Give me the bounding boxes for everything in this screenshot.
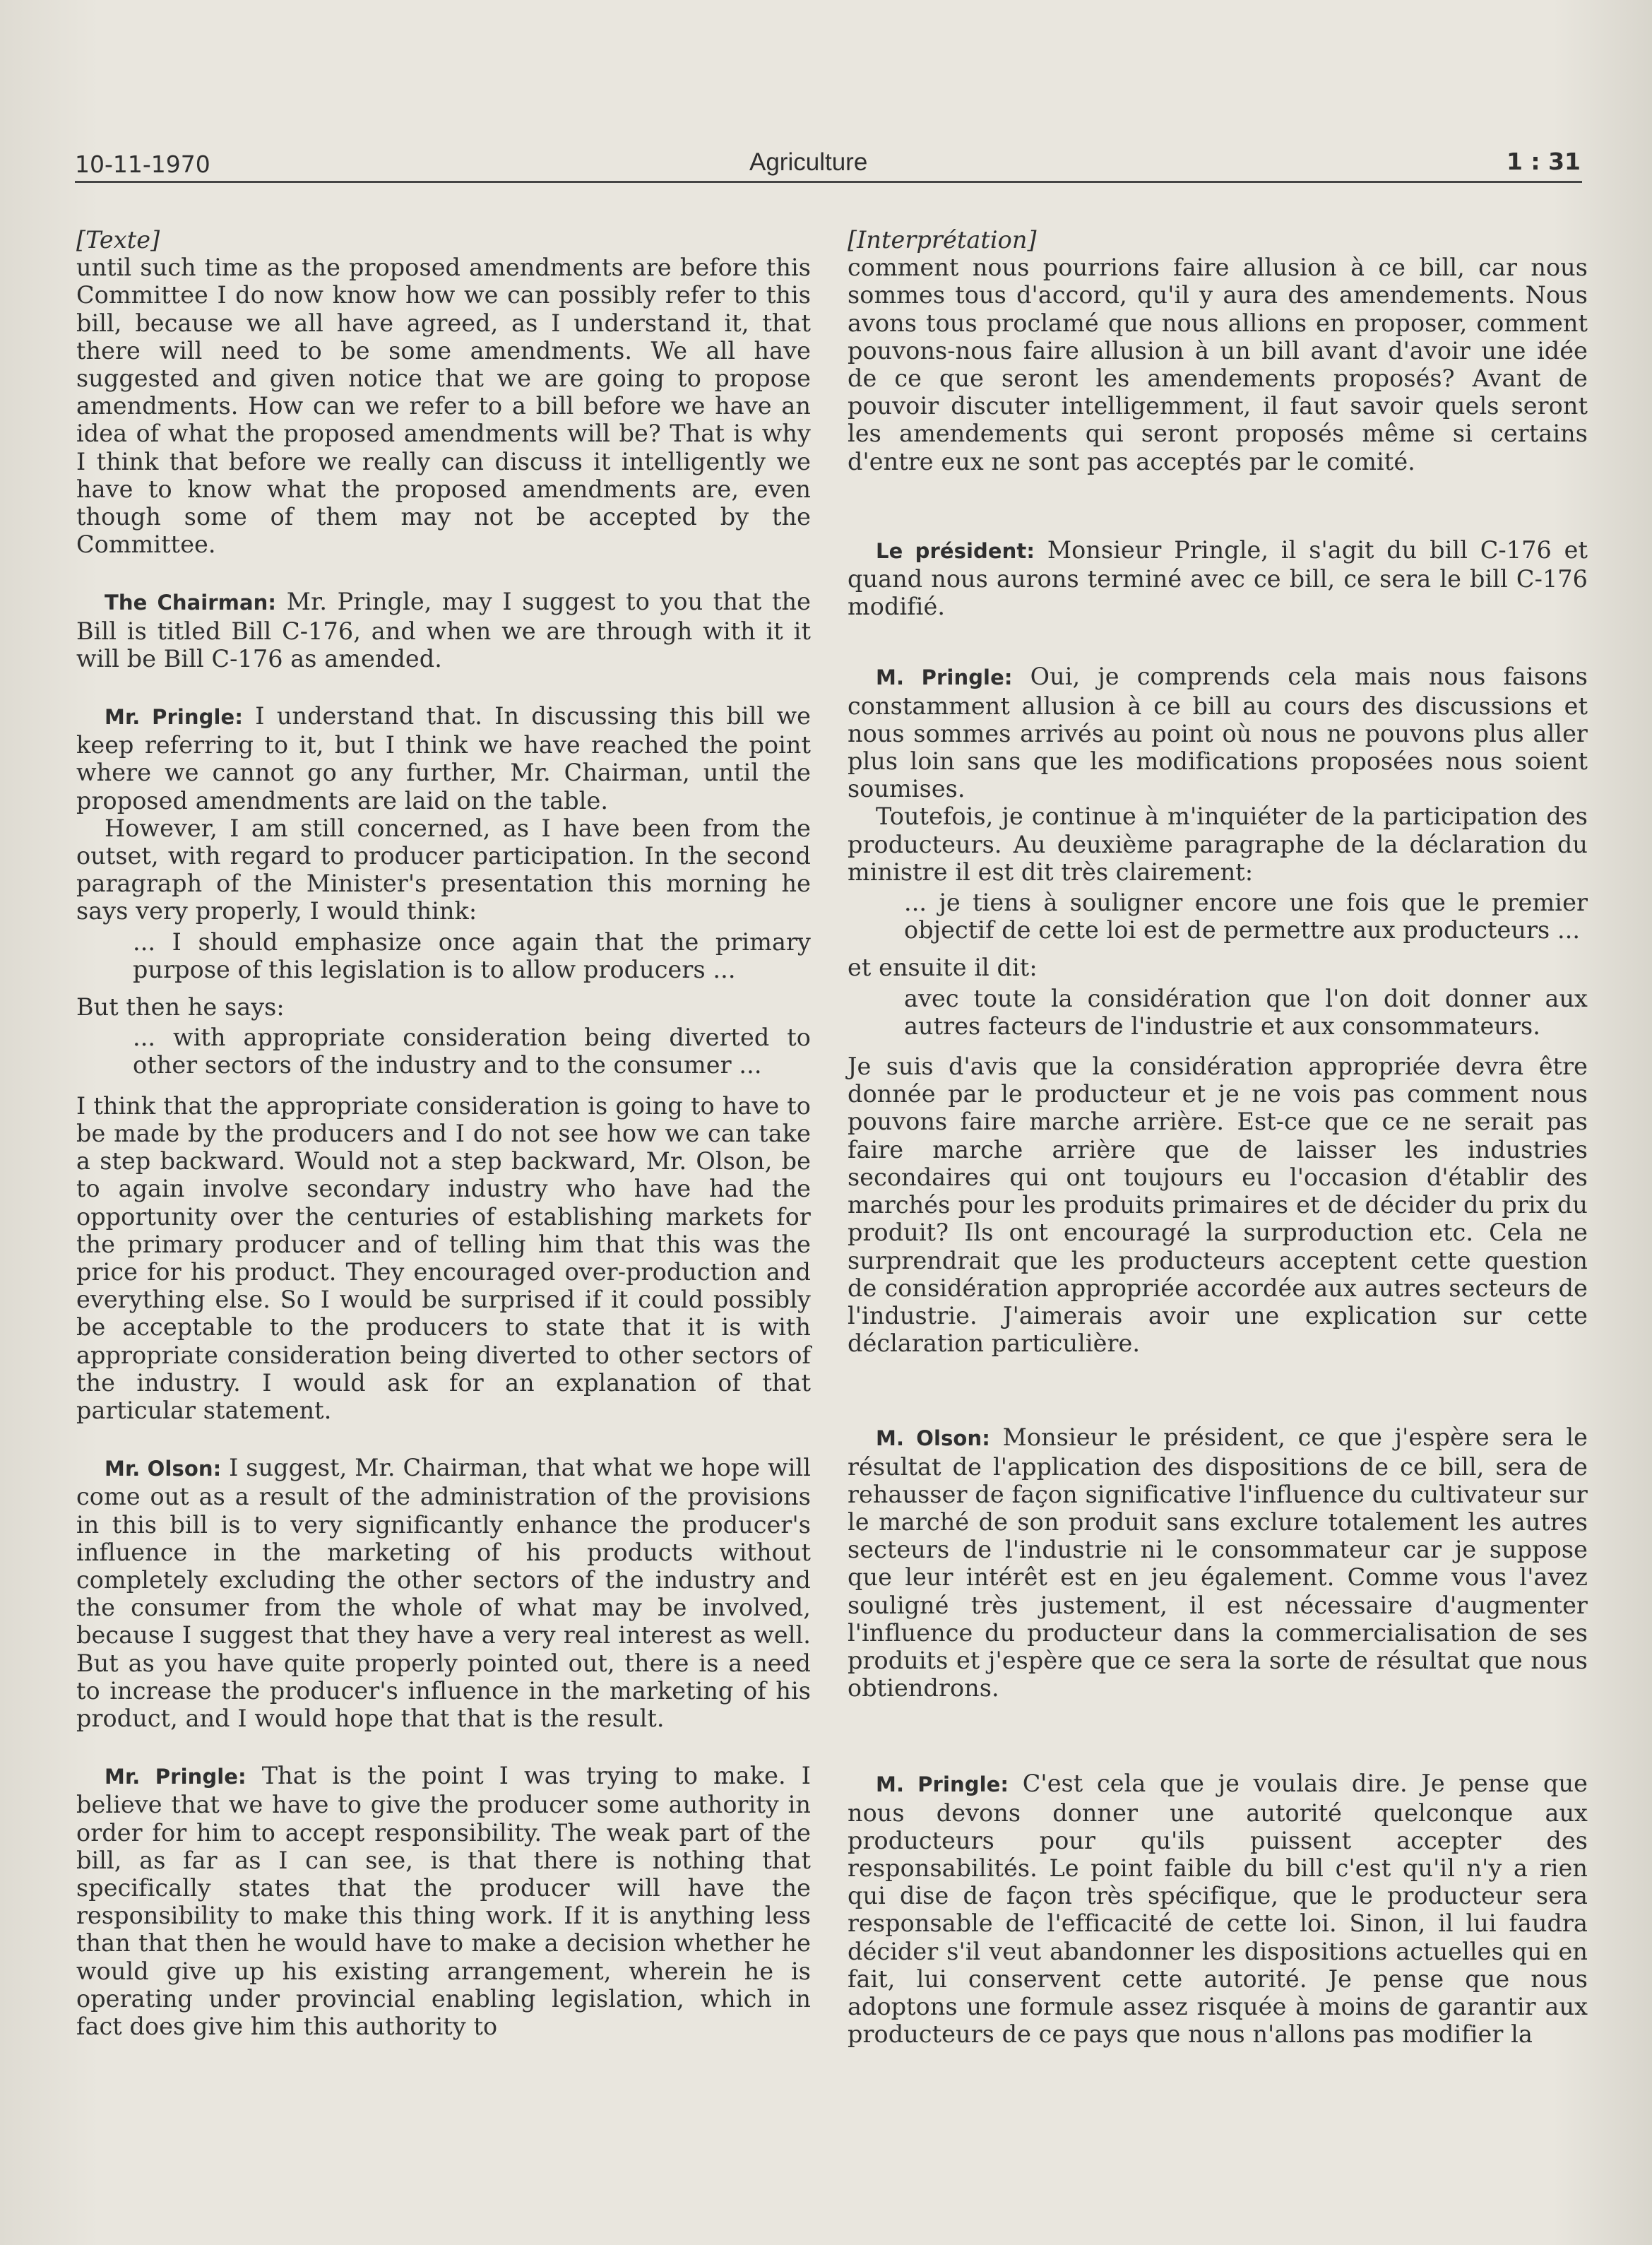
speech-text: C'est cela que je voulais dire. Je pense que nous devons donner une autorité quelconque aux producteurs pour qu'ils puissent accepter des responsabilités. Le point faible du bill c'est qu'il n'y a rien qui dise de façon très spécifique, que le producteur sera responsable de l'efficacité de cette loi. Sinon, il lui faudra décider s'il veut abandonner les dispositions actuelles qui en fait, lui conservent cette autorité. Je pense que nous adoptons une formule assez risquée à moins de garantir aux producteurs de ce pays que nous n'allons pas modifier la: [848, 1770, 1588, 2049]
french-column: [848, 226, 1588, 2048]
speaker-name: M. Olson:: [876, 1426, 990, 1451]
language-marker: [Interprétation]: [848, 226, 1037, 254]
speech-text: I understand that. In discussing this bill we keep referring to it, but I think we have reached the point where we cannot go any further, Mr. Chairman, until the proposed amendments are laid on the table.: [76, 702, 811, 815]
speech-text: Oui, je comprends cela mais nous faisons constamment allusion à ce bill au cours des discussions et nous sommes arrivés au point où nous ne pouvons plus aller plus loin sans que les modifications proposées nous soient soumises.: [848, 663, 1588, 803]
paragraph: comment nous pourrions faire allusion à ce bill, car nous sommes tous d'accord, qu'il y aura des amendements. Nous avons tous proclamé que nous allions en proposer, comment pouvons-nous faire allusion à un bill avant d'avoir une idée de ce que seront les amendements proposés? Avant de pouvoir discuter intelligemment, il faut savoir quels seront les amendements qui seront proposés même si certains d'entre eux ne sont pas acceptés par le comité.: [848, 254, 1588, 475]
speaker-name: Mr. Pringle:: [105, 705, 244, 730]
speech-chairman: [848, 536, 1588, 621]
speech-pringle: [848, 1770, 1588, 2048]
speaker-name: M. Pringle:: [876, 1772, 1009, 1797]
speech-chairman: [76, 588, 811, 673]
speech-text: Monsieur Pringle, il s'agit du bill C-176 et quand nous aurons terminé avec ce bill, ce sera le bill C-176 modifié.: [848, 535, 1588, 621]
speech-olson: [76, 1454, 811, 1732]
block-quote: ... je tiens à souligner encore une fois que le premier objectif de cette loi est de permettre aux producteurs ...: [904, 889, 1588, 944]
speaker-name: The Chairman:: [105, 591, 277, 615]
header-page-number: 1 : 31: [1506, 148, 1581, 175]
speech-text: Monsieur le président, ce que j'espère sera le résultat de l'application des dispositions de ce bill, sera de rehausser de façon significative l'influence du cultivateur sur le marché de son produit sans exclure totalement les autres secteurs de l'industrie ni le consommateur car je suppose que leur intérêt est en jeu également. Comme vous l'avez souligné très justement, il est nécessaire d'augmenter l'influence du producteur dans la commercialisation de ses produits et j'espère que ce sera la sorte de résultat que nous obtiendrons.: [848, 1423, 1588, 1702]
paragraph: However, I am still concerned, as I have been from the outset, with regard to producer participation. In the second paragraph of the Minister's presentation this morning he says very properly, I would think:: [76, 814, 811, 925]
speech-pringle: [848, 663, 1588, 802]
header-date: 10-11-1970: [75, 150, 210, 178]
header-title: Agriculture: [749, 148, 868, 176]
speech-pringle: [76, 702, 811, 815]
speaker-name: M. Pringle:: [876, 665, 1013, 690]
paragraph: et ensuite il dit:: [848, 954, 1038, 982]
paragraph: I think that the appropriate consideration is going to have to be made by the producers and I do not see how we can take a step backward. Would not a step backward, Mr. Olson, be to again involve secondary industry who have had the opportunity over the centuries of establishing markets for the primary producer and of telling him that this was the price for his product. They encouraged over-production and everything else. So I would be surprised if it could possibly be acceptable to the producers to state that it is with appropriate consideration being diverted to other sectors of the industry. I would ask for an explanation of that particular statement.: [76, 1091, 811, 1424]
page-header: [75, 138, 1582, 183]
paragraph: Je suis d'avis que la considération appropriée devra être donnée par le producteur et je ne vois pas comment nous pouvons faire marche arrière. Est-ce que ce ne serait pas faire marche arrière que de laisser les industries secondaires qui ont toujours eu l'occasion d'établir des marchés pour les produits primaires et de décider du prix du produit? Ils ont encouragé la surproduction etc. Cela ne surprendrait que les producteurs acceptent cette question de considération appropriée accordée aux autres secteurs de l'industrie. J'aimerais avoir une explication sur cette déclaration particulière.: [848, 1053, 1588, 1358]
block-quote: ... with appropriate consideration being diverted to other sectors of the industry and to the consumer ...: [133, 1024, 811, 1079]
english-column: [76, 226, 811, 2040]
paragraph: But then he says:: [76, 993, 285, 1021]
speech-text: That is the point I was trying to make. I believe that we have to give the producer some authority in order for him to accept responsibility. The weak part of the bill, as far as I can see, is that there is nothing that specifically states that the producer will have the responsibility to make this thing work. If it is anything less than that then he would have to make a decision whether he would give up his existing arrangement, wherein he is operating under provincial enabling legislation, which in fact does give him this authority to: [76, 1762, 811, 2040]
block-quote: ... I should emphasize once again that the primary purpose of this legislation is to allow producers ...: [133, 928, 811, 983]
language-marker: [Texte]: [76, 226, 160, 254]
speech-pringle: [76, 1762, 811, 2040]
speech-olson: [848, 1423, 1588, 1702]
speaker-name: Le président:: [876, 538, 1035, 563]
paragraph: Toutefois, je continue à m'inquiéter de la participation des producteurs. Au deuxième paragraphe de la déclaration du ministre il est dit très clairement:: [848, 802, 1588, 886]
paragraph: until such time as the proposed amendments are before this Committee I do now know how we can possibly refer to this bill, because we all have agreed, as I understand it, that there will need to be some amendments. We all have suggested and given notice that we are going to propose amendments. How can we refer to a bill before we have an idea of what the proposed amendments will be? That is why I think that before we really can discuss it intelligently we have to know what the proposed amendments are, even though some of them may not be accepted by the Committee.: [76, 254, 811, 559]
speech-text: Mr. Pringle, may I suggest to you that the Bill is titled Bill C-176, and when we are through with it it will be Bill C-176 as amended.: [76, 588, 812, 673]
speaker-name: Mr. Olson:: [105, 1457, 222, 1481]
speech-text: I suggest, Mr. Chairman, that what we hope will come out as a result of the administration of the provisions in this bill is to very significantly enhance the producer's influence in the marketing of his products without completely excluding the other sectors of the industry and the consumer from the whole of what may be involved, because I suggest that they have a very real interest as well. But as you have quite properly pointed out, there is a need to increase the producer's influence in the marketing of his product, and I would hope that that is the result.: [76, 1454, 811, 1732]
speaker-name: Mr. Pringle:: [105, 1765, 246, 1789]
block-quote: avec toute la considération que l'on doit donner aux autres facteurs de l'industrie et aux consommateurs.: [904, 984, 1588, 1040]
